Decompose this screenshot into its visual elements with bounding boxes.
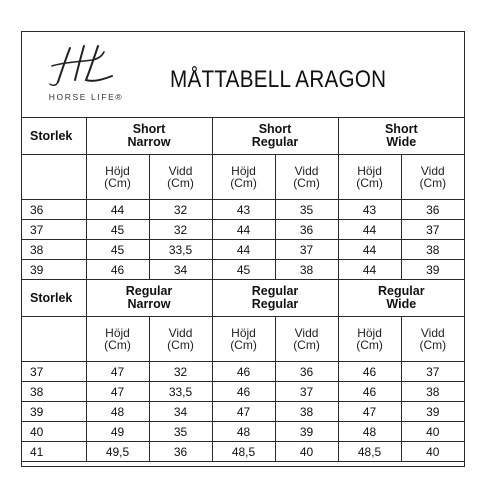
- width-value: 38: [401, 382, 464, 402]
- height-unit-header: Höjd (Cm): [86, 155, 149, 200]
- table-row: [22, 422, 464, 442]
- height-value: 46: [86, 260, 149, 280]
- height-value: 44: [86, 200, 149, 220]
- height-value: 45: [86, 220, 149, 240]
- height-value: 44: [338, 220, 401, 240]
- height-value: 48,5: [212, 442, 275, 462]
- width-value: 38: [401, 240, 464, 260]
- table-row: [22, 200, 464, 220]
- width-value: 36: [401, 200, 464, 220]
- height-unit-header: Höjd (Cm): [212, 317, 275, 362]
- width-value: 39: [275, 422, 338, 442]
- table-row: [22, 260, 464, 280]
- height-value: 48,5: [338, 442, 401, 462]
- width-value: 35: [275, 200, 338, 220]
- table-row: [22, 382, 464, 402]
- size-value: 38: [22, 382, 86, 402]
- width-value: 32: [149, 362, 212, 382]
- height-value: 47: [338, 402, 401, 422]
- height-value: 47: [212, 402, 275, 422]
- width-unit-header: Vidd (Cm): [149, 155, 212, 200]
- width-value: 34: [149, 402, 212, 422]
- height-value: 48: [86, 402, 149, 422]
- width-unit-header: Vidd (Cm): [275, 155, 338, 200]
- fit-group-header: Short Regular: [212, 118, 338, 155]
- width-value: 40: [275, 442, 338, 462]
- height-value: 44: [338, 240, 401, 260]
- height-value: 49: [86, 422, 149, 442]
- width-value: 35: [149, 422, 212, 442]
- width-value: 33,5: [149, 382, 212, 402]
- width-value: 32: [149, 220, 212, 240]
- size-table: [22, 118, 464, 462]
- width-value: 34: [149, 260, 212, 280]
- chart-header: [22, 32, 464, 118]
- height-value: 43: [212, 200, 275, 220]
- table-row: [22, 402, 464, 422]
- width-value: 40: [401, 442, 464, 462]
- table-row: [22, 442, 464, 462]
- fit-group-header: Short Wide: [338, 118, 464, 155]
- height-unit-header: Höjd (Cm): [86, 317, 149, 362]
- width-value: 32: [149, 200, 212, 220]
- width-value: 38: [275, 260, 338, 280]
- width-value: 37: [401, 220, 464, 240]
- unit-header-row: [22, 155, 464, 200]
- width-value: 36: [149, 442, 212, 462]
- height-unit-header: Höjd (Cm): [338, 317, 401, 362]
- hl-monogram-icon: [48, 42, 118, 90]
- fit-group-header: Regular Wide: [338, 280, 464, 317]
- height-value: 46: [338, 362, 401, 382]
- width-value: 37: [275, 240, 338, 260]
- width-value: 37: [275, 382, 338, 402]
- size-value: 39: [22, 402, 86, 422]
- group-header-row: [22, 118, 464, 155]
- width-value: 36: [275, 362, 338, 382]
- brand-name: HORSE LIFE®: [48, 92, 124, 102]
- height-value: 48: [212, 422, 275, 442]
- table-row: [22, 220, 464, 240]
- height-value: 48: [338, 422, 401, 442]
- width-unit-header: Vidd (Cm): [275, 317, 338, 362]
- size-column-header: Storlek: [22, 118, 86, 155]
- fit-group-header: Short Narrow: [86, 118, 212, 155]
- height-value: 49,5: [86, 442, 149, 462]
- height-value: 44: [338, 260, 401, 280]
- size-column-header: Storlek: [22, 280, 86, 317]
- height-value: 47: [86, 382, 149, 402]
- height-value: 45: [86, 240, 149, 260]
- height-value: 46: [212, 382, 275, 402]
- table-row: [22, 362, 464, 382]
- height-value: 44: [212, 240, 275, 260]
- fit-group-header: Regular Regular: [212, 280, 338, 317]
- fit-group-header: Regular Narrow: [86, 280, 212, 317]
- empty-cell: [22, 317, 86, 362]
- unit-header-row: [22, 317, 464, 362]
- width-unit-header: Vidd (Cm): [401, 155, 464, 200]
- width-value: 39: [401, 260, 464, 280]
- size-value: 37: [22, 362, 86, 382]
- size-value: 40: [22, 422, 86, 442]
- width-unit-header: Vidd (Cm): [149, 317, 212, 362]
- height-value: 45: [212, 260, 275, 280]
- height-value: 46: [338, 382, 401, 402]
- size-value: 41: [22, 442, 86, 462]
- width-value: 33,5: [149, 240, 212, 260]
- height-unit-header: Höjd (Cm): [338, 155, 401, 200]
- height-value: 46: [212, 362, 275, 382]
- height-unit-header: Höjd (Cm): [212, 155, 275, 200]
- width-value: 40: [401, 422, 464, 442]
- size-chart-sheet: [21, 31, 465, 467]
- size-value: 37: [22, 220, 86, 240]
- horse-life-logo: [36, 42, 128, 110]
- width-value: 36: [275, 220, 338, 240]
- width-value: 39: [401, 402, 464, 422]
- width-unit-header: Vidd (Cm): [401, 317, 464, 362]
- height-value: 43: [338, 200, 401, 220]
- size-value: 36: [22, 200, 86, 220]
- width-value: 38: [275, 402, 338, 422]
- group-header-row: [22, 280, 464, 317]
- size-value: 39: [22, 260, 86, 280]
- empty-cell: [22, 155, 86, 200]
- size-value: 38: [22, 240, 86, 260]
- height-value: 44: [212, 220, 275, 240]
- height-value: 47: [86, 362, 149, 382]
- chart-title: MÅTTABELL ARAGON: [170, 66, 387, 93]
- table-row: [22, 240, 464, 260]
- width-value: 37: [401, 362, 464, 382]
